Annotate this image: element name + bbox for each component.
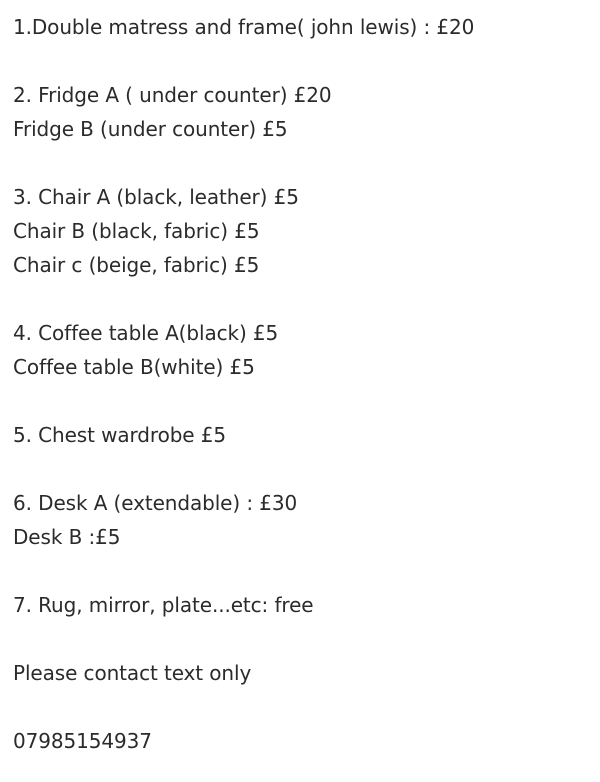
- spacer: [13, 622, 593, 656]
- item-3-line-2: Chair B (black, fabric) £5: [13, 219, 260, 243]
- spacer: [13, 690, 593, 724]
- note-text: [13, 10, 593, 758]
- item-3-line-3: Chair c (beige, fabric) £5: [13, 253, 260, 277]
- item-2-line-1: 2. Fridge A ( under counter) £20: [13, 83, 332, 107]
- item-6-line-1: 6. Desk A (extendable) : £30: [13, 491, 298, 515]
- spacer: [13, 44, 593, 78]
- item-7-line-1: 7. Rug, mirror, plate...etc: free: [13, 593, 314, 617]
- spacer: [13, 384, 593, 418]
- item-4-line-1: 4. Coffee table A(black) £5: [13, 321, 279, 345]
- spacer: [13, 146, 593, 180]
- contact-instruction: Please contact text only: [13, 661, 252, 685]
- item-4-line-2: Coffee table B(white) £5: [13, 355, 255, 379]
- item-5-line-1: 5. Chest wardrobe £5: [13, 423, 227, 447]
- phone-number[interactable]: 07985154937: [13, 729, 152, 753]
- item-2-line-2: Fridge B (under counter) £5: [13, 117, 288, 141]
- spacer: [13, 282, 593, 316]
- item-1-line-1: 1.Double matress and frame( john lewis) : £20: [13, 15, 475, 39]
- item-3-line-1: 3. Chair A (black, leather) £5: [13, 185, 299, 209]
- spacer: [13, 452, 593, 486]
- spacer: [13, 554, 593, 588]
- item-6-line-2: Desk B :£5: [13, 525, 121, 549]
